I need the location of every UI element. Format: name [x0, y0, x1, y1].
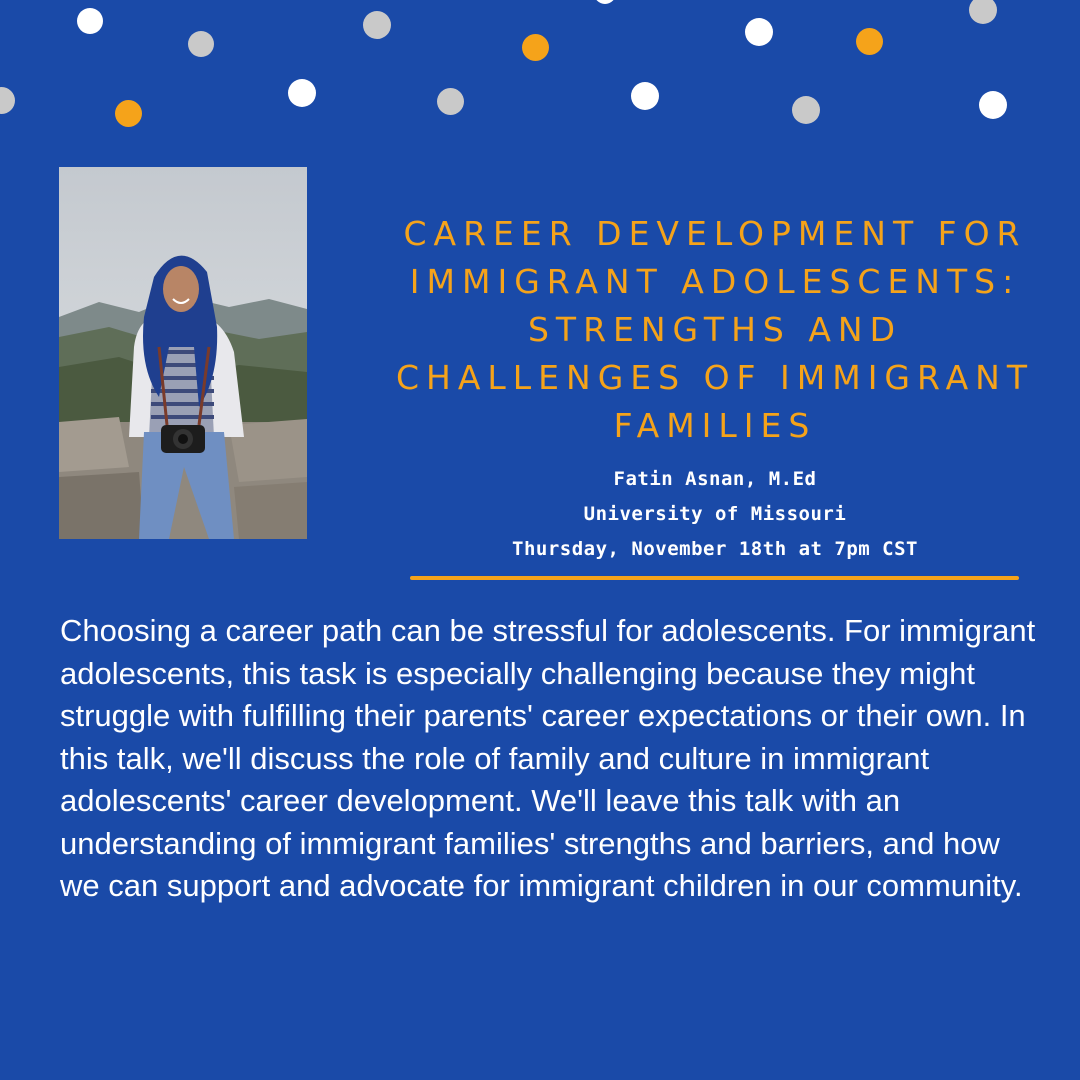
dot-white: [77, 8, 103, 34]
dot-orange: [856, 28, 883, 55]
dot-orange: [115, 100, 142, 127]
dot-gray: [792, 96, 820, 124]
speaker-photo: [59, 167, 307, 539]
dot-white: [594, 0, 616, 4]
dot-gray: [969, 0, 997, 24]
speaker-name: Fatin Asnan, M.Ed: [613, 468, 817, 490]
divider-line: [410, 576, 1019, 580]
dot-gray: [363, 11, 391, 39]
dot-white: [288, 79, 316, 107]
dot-white: [745, 18, 773, 46]
speaker-affiliation: University of Missouri: [583, 503, 847, 525]
dot-gray: [188, 31, 214, 57]
dot-white: [979, 91, 1007, 119]
dot-gray: [437, 88, 464, 115]
event-title: CAREER DEVELOPMENT FOR IMMIGRANT ADOLESCENTS: STRENGTHS AND CHALLENGES OF IMMIGRANT FAMILIES: [395, 214, 1035, 445]
dot-white: [631, 82, 659, 110]
event-description: Choosing a career path can be stressful for adolescents. For immigrant adolescents, this task is especially challenging because they might struggle with fulfilling their parents' career expectations or their own. In this talk, we'll discuss the role of family and culture in immigrant adolescents' career development. We'll leave this talk with an understanding of immigrant families' strengths and barriers, and how we can support and advocate for immigrant children in our community.: [60, 613, 1036, 903]
dot-gray: [0, 87, 15, 114]
dot-orange: [522, 34, 549, 61]
event-datetime: Thursday, November 18th at 7pm CST: [512, 538, 918, 560]
